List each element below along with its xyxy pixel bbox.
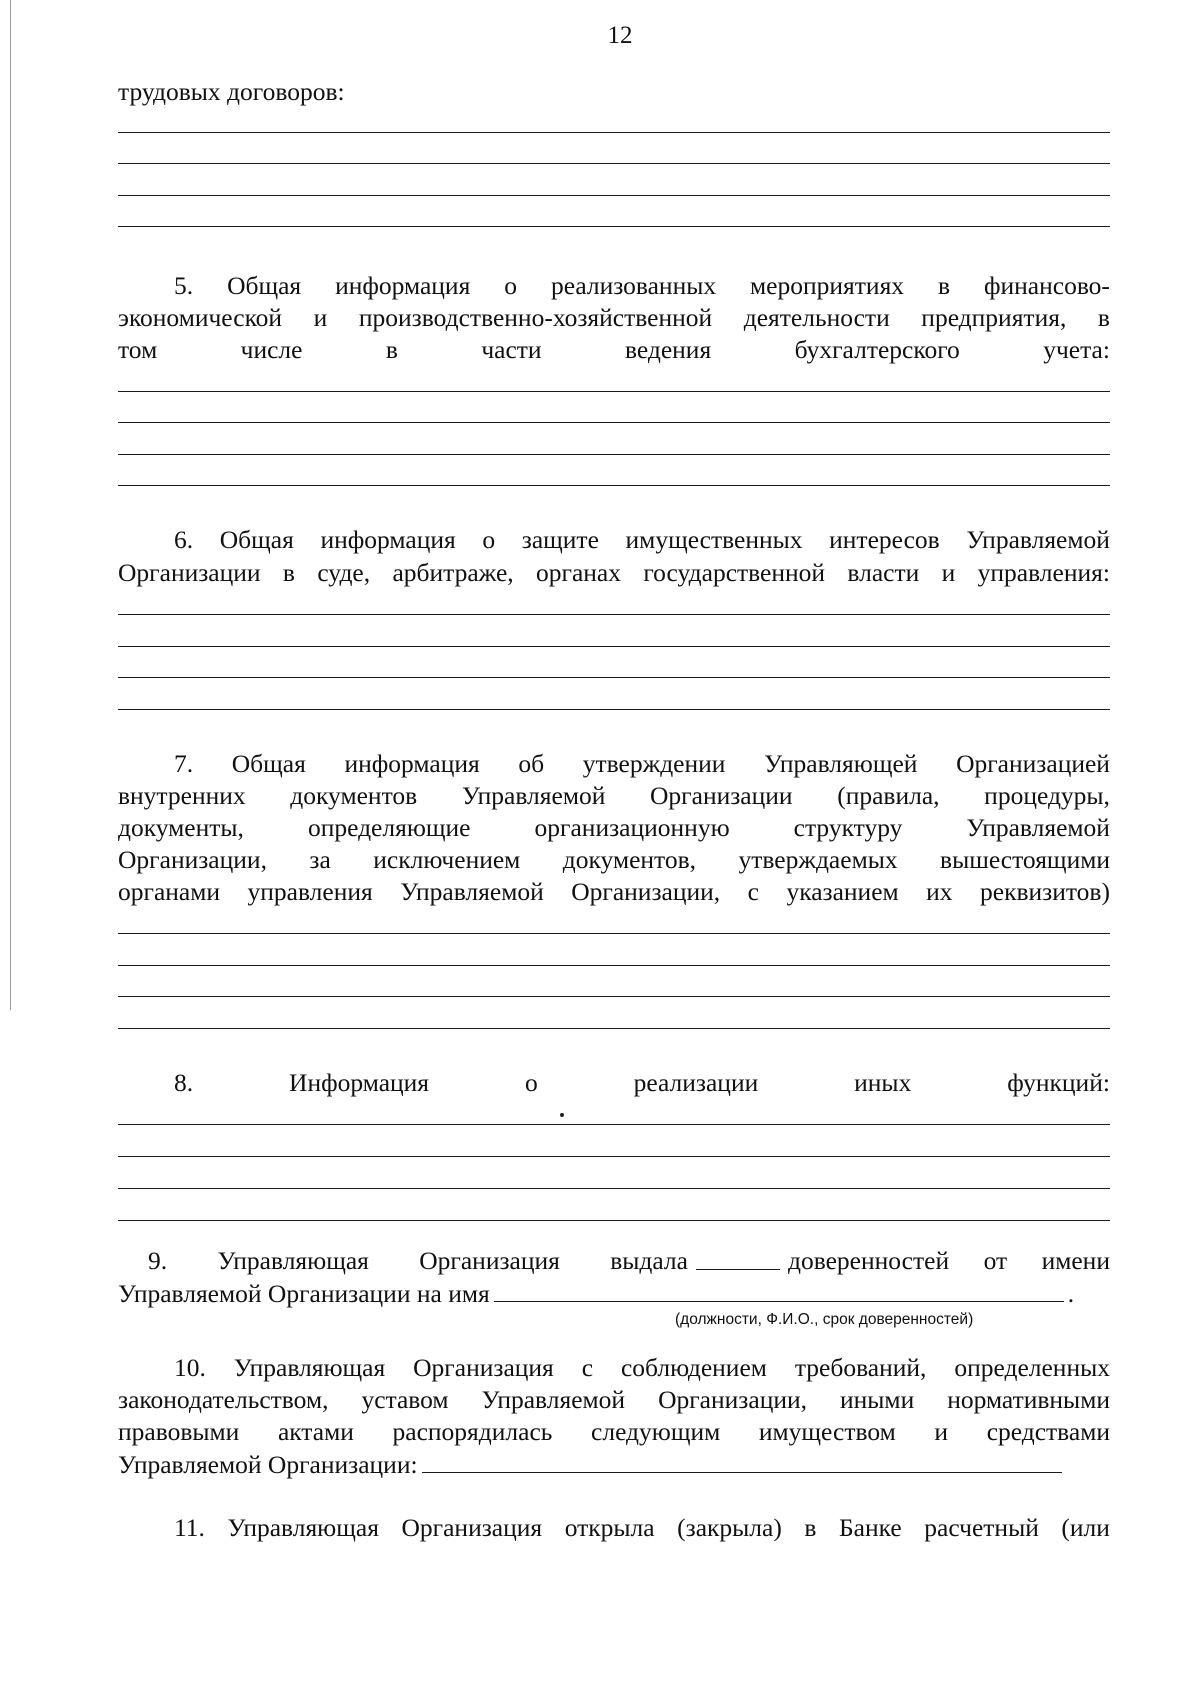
- word: Управляющей: [764, 749, 918, 778]
- word: Управляющая: [233, 1353, 386, 1382]
- word: информация: [335, 271, 471, 300]
- word: Управляемой: [966, 525, 1110, 554]
- word: Общая: [227, 271, 302, 300]
- word: об: [518, 749, 545, 778]
- word: документов: [290, 781, 418, 810]
- section-5-line-1: [118, 270, 1110, 302]
- word: деятельности: [743, 303, 890, 332]
- fill-line: [118, 422, 1110, 423]
- word: и: [934, 1417, 949, 1446]
- word: мероприятиях: [750, 271, 905, 300]
- word: Управляемой: [400, 877, 544, 906]
- fill-line: [118, 1028, 1110, 1029]
- section-10-line-3: [118, 1416, 1110, 1448]
- word: следующим: [591, 1417, 721, 1446]
- word: за: [309, 845, 331, 874]
- fill-line: [118, 1188, 1110, 1189]
- word: 5.: [174, 271, 194, 300]
- word: законодательством,: [118, 1385, 329, 1414]
- intro-line: трудовых договоров:: [118, 77, 345, 106]
- word: в: [282, 558, 295, 587]
- word: государственной: [643, 558, 826, 587]
- property-blank: [422, 1448, 1062, 1473]
- word: и: [313, 303, 328, 332]
- word: о: [524, 1068, 538, 1097]
- word: Общая: [231, 749, 306, 778]
- word: Организации: [650, 781, 793, 810]
- word: открыла: [564, 1513, 655, 1542]
- word: 11.: [174, 1513, 205, 1542]
- word: соблюдением: [620, 1353, 767, 1382]
- word: реализации: [633, 1068, 759, 1097]
- word: актами: [277, 1417, 354, 1446]
- word: органах: [535, 558, 621, 587]
- proxy-count-blank: [696, 1245, 780, 1270]
- word: расчетный: [924, 1513, 1039, 1542]
- word: Управляющая: [217, 1246, 369, 1275]
- word: Общая: [219, 525, 294, 554]
- scan-speck: [560, 1113, 564, 1117]
- fill-line: [118, 996, 1110, 997]
- word: распорядилась: [392, 1417, 553, 1446]
- section-7-line-1: [118, 748, 1110, 780]
- word: уставом: [361, 1385, 449, 1414]
- word: (правила,: [837, 781, 940, 810]
- word: учета:: [1043, 335, 1110, 364]
- word: 8.: [174, 1068, 194, 1097]
- word: ведения: [625, 335, 712, 364]
- word: Организация: [413, 1353, 554, 1382]
- word: (закрыла): [677, 1513, 782, 1542]
- word: средствами: [986, 1417, 1110, 1446]
- word: иных: [854, 1068, 912, 1097]
- word: Управляемой: [966, 813, 1110, 842]
- word: нормативными: [947, 1385, 1110, 1414]
- section-8-line-1: [118, 1067, 1110, 1099]
- word: предприятия,: [921, 303, 1067, 332]
- section-9-part-a: [148, 1245, 688, 1277]
- word: в: [385, 335, 398, 364]
- fill-line: [118, 646, 1110, 647]
- word: определяющие: [307, 813, 471, 842]
- section-9-period: .: [1067, 1279, 1075, 1308]
- word: в: [804, 1513, 817, 1542]
- word: защите: [521, 525, 599, 554]
- section-7-line-3: [118, 812, 1110, 844]
- word: в: [1097, 303, 1110, 332]
- word: том: [118, 335, 158, 364]
- word: органами: [118, 877, 221, 906]
- fill-line: [118, 614, 1110, 615]
- word: определенных: [954, 1353, 1110, 1382]
- word: управления:: [977, 558, 1110, 587]
- section-5-line-3: [118, 334, 1110, 366]
- word: экономической: [118, 303, 283, 332]
- word: реализованных: [550, 271, 717, 300]
- fill-line: [118, 454, 1110, 455]
- word: (или: [1061, 1513, 1110, 1542]
- fill-line: [118, 226, 1110, 227]
- word: требований,: [794, 1353, 927, 1382]
- word: документов,: [562, 845, 697, 874]
- word: Управляемой: [461, 781, 606, 810]
- word: имуществом: [758, 1417, 896, 1446]
- word: с: [581, 1353, 594, 1382]
- scan-edge-line: [10, 0, 11, 1010]
- word: и: [941, 558, 956, 587]
- fill-line: [118, 163, 1110, 164]
- word: информация: [344, 749, 480, 778]
- word: Организации,: [118, 845, 267, 874]
- section-6-line-1: [118, 524, 1110, 556]
- section-9-caption: (должности, Ф.И.О., срок доверенностей): [675, 1311, 974, 1328]
- word: с: [747, 877, 759, 906]
- proxy-holder-blank: [494, 1277, 1064, 1302]
- fill-line: [118, 485, 1110, 486]
- section-9-line-2-text: Управляемой Организации на имя: [118, 1279, 490, 1308]
- section-10-line-2: [118, 1384, 1110, 1416]
- word: документы,: [118, 813, 244, 842]
- section-5-line-2: [118, 302, 1110, 334]
- word: правовыми: [118, 1417, 240, 1446]
- word: части: [481, 335, 542, 364]
- section-10-line-4: [118, 1448, 1110, 1481]
- fill-line: [118, 709, 1110, 710]
- word: 6.: [174, 525, 194, 554]
- word: бухгалтерского: [794, 335, 960, 364]
- word: вышестоящими: [940, 845, 1110, 874]
- word: иными: [840, 1385, 915, 1414]
- word: Организации,: [658, 1385, 808, 1414]
- word: в: [937, 271, 951, 300]
- word: выдала: [610, 1246, 688, 1275]
- word: Банке: [839, 1513, 902, 1542]
- word: их: [926, 877, 953, 906]
- fill-line: [118, 391, 1110, 392]
- word: арбитраже,: [392, 558, 514, 587]
- word: Управляемой: [481, 1385, 626, 1414]
- word: власти: [847, 558, 920, 587]
- word: о: [504, 271, 517, 300]
- word: интересов: [829, 525, 940, 554]
- word: Организация: [419, 1246, 560, 1275]
- word: производственно-хозяйственной: [358, 303, 713, 332]
- word: информация: [320, 525, 456, 554]
- word: структуру: [793, 813, 903, 842]
- fill-line: [118, 1156, 1110, 1157]
- fill-line: [118, 933, 1110, 934]
- word: реквизитов): [980, 877, 1110, 906]
- word: Информация: [289, 1068, 430, 1097]
- word: утверждении: [582, 749, 726, 778]
- word: управления: [247, 877, 373, 906]
- word: от: [983, 1246, 1008, 1275]
- word: указанием: [786, 877, 899, 906]
- word: о: [482, 525, 496, 554]
- word: числе: [240, 335, 303, 364]
- section-10-line-1: [118, 1352, 1110, 1384]
- word: процедуры,: [984, 781, 1110, 810]
- word: Организации: [118, 558, 261, 587]
- section-7-line-4: [118, 844, 1110, 876]
- fill-line: [118, 677, 1110, 678]
- word: доверенностей: [788, 1246, 950, 1275]
- word: имущественных: [625, 525, 803, 554]
- word: 10.: [174, 1353, 206, 1382]
- word: Организации,: [571, 877, 721, 906]
- word: финансово-: [983, 271, 1110, 300]
- word: имени: [1041, 1246, 1110, 1275]
- word: Организацией: [956, 749, 1110, 778]
- section-9-line-2: [118, 1277, 1110, 1310]
- fill-line: [118, 1124, 1110, 1125]
- page-number: 12: [607, 22, 633, 49]
- fill-line: [118, 195, 1110, 196]
- word: Организация: [401, 1513, 543, 1542]
- word: 7.: [174, 749, 194, 778]
- section-6-line-2: [118, 557, 1110, 589]
- section-11-line-1: [118, 1512, 1110, 1544]
- section-7-line-2: [118, 780, 1110, 812]
- section-7-line-5: [118, 876, 1110, 908]
- word: Управляющая: [227, 1513, 379, 1542]
- word: организационную: [534, 813, 730, 842]
- fill-line: [118, 965, 1110, 966]
- fill-line: [118, 1220, 1110, 1221]
- word: утверждаемых: [738, 845, 898, 874]
- word: внутренних: [118, 781, 246, 810]
- word: исключением: [373, 845, 521, 874]
- word: суде,: [317, 558, 371, 587]
- word: функций:: [1007, 1068, 1110, 1097]
- word: 9.: [148, 1246, 168, 1275]
- section-9-line-1: [118, 1245, 1110, 1277]
- fill-line: [118, 132, 1110, 133]
- section-9-part-b: [788, 1245, 1110, 1277]
- section-10-line-4-text: Управляемой Организации:: [118, 1450, 418, 1479]
